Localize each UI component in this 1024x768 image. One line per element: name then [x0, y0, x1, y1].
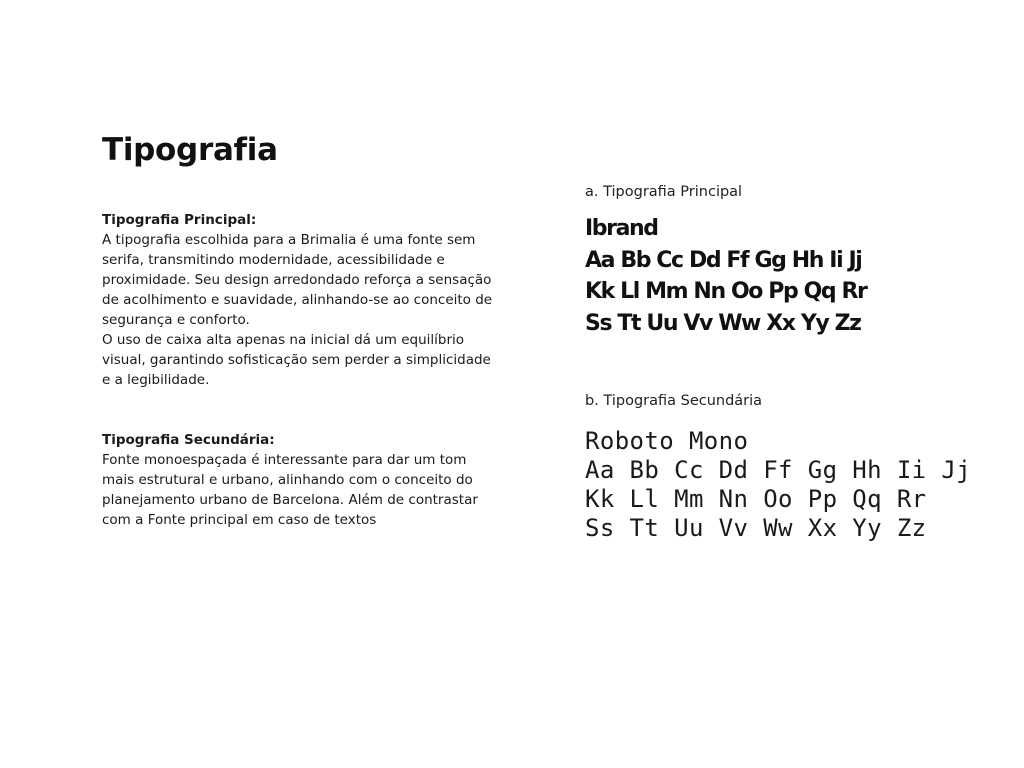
- secundaria-alphabet-line: Ss Tt Uu Vv Ww Xx Yy Zz: [585, 514, 927, 542]
- principal-sample-label: a. Tipografia Principal: [585, 184, 743, 200]
- secundaria-font-sample: [585, 427, 971, 543]
- secundaria-alphabet-line: Aa Bb Cc Dd Ff Gg Hh Ii Jj: [585, 456, 972, 484]
- secundaria-alphabet-line: Kk Ll Mm Nn Oo Pp Qq Rr: [585, 485, 927, 513]
- principal-heading: Tipografia Principal:: [102, 212, 257, 228]
- secundaria-paragraph: Fonte monoespaçada é interessante para dar um tom mais estrutural e urbano, alinhando com o conceito do planejamento urbano de Barcelona. Além de contrastar com a Fonte principal em caso de textos: [102, 452, 478, 528]
- secundaria-font-name: Roboto Mono: [585, 427, 749, 455]
- principal-font-name: Ibrand: [585, 216, 658, 241]
- principal-alphabet-line: Kk Ll Mm Nn Oo Pp Qq Rr: [585, 279, 867, 304]
- secundaria-description: [102, 430, 502, 530]
- page-title: Tipografia: [102, 132, 278, 168]
- principal-paragraph-2: O uso de caixa alta apenas na inicial dá um equilíbrio visual, garantindo sofisticação sem perder a simplicidade e a legibilidade.: [102, 332, 491, 388]
- principal-font-sample: [585, 213, 866, 339]
- secundaria-sample-label: b. Tipografia Secundária: [585, 393, 763, 409]
- principal-alphabet-line: Aa Bb Cc Dd Ff Gg Hh Ii Jj: [585, 247, 862, 273]
- secundaria-heading: Tipografia Secundária:: [102, 432, 275, 448]
- principal-alphabet-line: Ss Tt Uu Vv Ww Xx Yy Zz: [585, 310, 861, 336]
- principal-paragraph-1: A tipografia escolhida para a Brimalia é uma fonte sem serifa, transmitindo modernidade, acessibilidade e proximidade. Seu design arredondado reforça a sensação de acolhimento e suavidade, alinhando-se ao conceito de segurança e conforto.: [102, 232, 493, 328]
- principal-description: [102, 210, 502, 390]
